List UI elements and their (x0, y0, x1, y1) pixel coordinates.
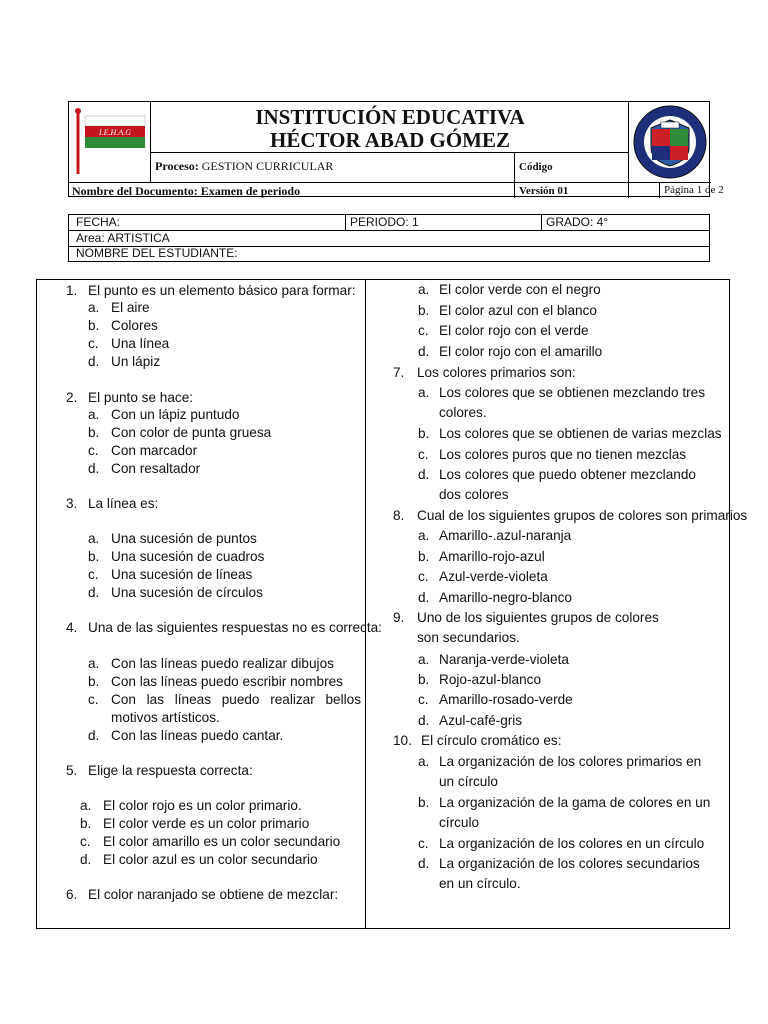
option-letter: c. (418, 692, 429, 707)
question-text: Cual de los siguientes grupos de colores son primarios (417, 508, 748, 523)
question-text: El punto se hace: (88, 390, 194, 405)
option-letter: c. (88, 567, 99, 582)
option-text[interactable]: El color verde es un color primario (103, 816, 310, 831)
right-column (366, 280, 748, 928)
option-letter: d. (418, 713, 430, 728)
option-text[interactable]: Amarillo-negro-blanco (439, 590, 572, 605)
option-text[interactable]: Amarillo-rojo-azul (439, 549, 545, 564)
option-text[interactable]: Una sucesión de puntos (111, 531, 257, 546)
question-text: Los colores primarios son: (417, 365, 576, 380)
option-letter: b. (418, 426, 430, 441)
option-letter: a. (418, 754, 430, 769)
option-letter: a. (80, 798, 92, 813)
option-text[interactable]: Una sucesión de líneas (111, 567, 253, 582)
question-text: Uno de los siguientes grupos de colores son secundarios. (417, 610, 659, 645)
option-letter: d. (88, 354, 100, 369)
option-text[interactable]: Con un lápiz puntudo (111, 407, 240, 422)
option-letter: b. (88, 318, 100, 333)
option-letter: d. (418, 856, 430, 871)
option-text[interactable]: Una sucesión de cuadros (111, 549, 265, 564)
option-letter: d. (88, 461, 100, 476)
question-text: El punto es un elemento básico para formar: (88, 283, 356, 298)
question-text: La línea es: (88, 496, 159, 511)
question-text: Una de las siguientes respuestas no es correcta: (88, 620, 382, 635)
option-letter: c. (88, 336, 99, 351)
question-number: 10. (393, 733, 412, 748)
option-text[interactable]: Rojo-azul-blanco (439, 672, 542, 687)
option-text[interactable]: Colores (111, 318, 158, 333)
proceso-label: Proceso: (155, 159, 199, 173)
option-letter: a. (88, 407, 100, 422)
option-text[interactable]: Amarillo-rosado-verde (439, 692, 573, 707)
question-number: 2. (66, 390, 78, 405)
option-text[interactable]: El color rojo con el verde (439, 323, 589, 338)
option-text[interactable]: El color verde con el negro (439, 282, 601, 297)
question-text: El círculo cromático es: (421, 733, 562, 748)
option-letter: a. (418, 385, 430, 400)
student-name-field[interactable]: NOMBRE DEL ESTUDIANTE: (76, 246, 238, 260)
institution-title-line2: HÉCTOR ABAD GÓMEZ (270, 128, 510, 152)
option-letter: c. (88, 692, 99, 707)
option-text[interactable]: Con resaltador (111, 461, 201, 476)
question-number: 7. (393, 365, 405, 380)
option-text[interactable]: Los colores puros que no tienen mezclas (439, 447, 687, 462)
proceso-value: GESTION CURRICULAR (201, 159, 334, 173)
option-letter: b. (88, 425, 100, 440)
option-text[interactable]: El color amarillo es un color secundario (103, 834, 341, 849)
document-name: Nombre del Documento: Examen de periodo (72, 184, 301, 198)
option-letter: a. (88, 656, 100, 671)
option-letter: b. (418, 549, 430, 564)
question-number: 5. (66, 763, 78, 778)
proceso-cell (155, 159, 333, 174)
option-text[interactable]: La organización de los colores primarios en un círculo (439, 754, 702, 789)
option-text[interactable]: La organización de los colores secundarios en un círculo. (439, 856, 700, 891)
option-text[interactable]: Con las líneas puedo cantar. (111, 728, 284, 743)
option-text[interactable]: El color rojo con el amarillo (439, 344, 603, 359)
option-letter: c. (418, 836, 429, 851)
question-number: 8. (393, 508, 405, 523)
area-field: Area: ARTISTICA (76, 231, 170, 245)
option-text[interactable]: Con color de punta gruesa (111, 425, 272, 440)
option-text[interactable]: El color azul con el blanco (439, 303, 597, 318)
option-letter: d. (88, 728, 100, 743)
codigo-label: Código (519, 161, 553, 173)
option-letter: d. (418, 344, 430, 359)
option-text[interactable]: Los colores que se obtienen mezclando tres colores. (439, 385, 705, 420)
option-text[interactable]: Azul-café-gris (439, 713, 523, 728)
option-letter: d. (88, 585, 100, 600)
school-seal-logo (631, 104, 709, 180)
option-letter: a. (418, 652, 430, 667)
option-letter: b. (80, 816, 92, 831)
periodo-field: PERIODO: 1 (350, 215, 419, 229)
option-letter: c. (418, 569, 429, 584)
document-header (68, 101, 724, 198)
option-text[interactable]: El aire (111, 300, 150, 315)
option-letter: c. (418, 447, 429, 462)
question-number: 3. (66, 496, 78, 511)
option-letter: c. (80, 834, 91, 849)
option-letter: d. (418, 467, 430, 482)
option-text[interactable]: Una sucesión de círculos (111, 585, 263, 600)
question-number: 9. (393, 610, 405, 625)
option-letter: a. (88, 531, 100, 546)
school-flag-logo (73, 106, 147, 176)
fecha-field[interactable]: FECHA: (76, 215, 121, 229)
option-text[interactable]: Un lápiz (111, 354, 161, 369)
option-letter: c. (88, 443, 99, 458)
question-text: Elige la respuesta correcta: (88, 763, 253, 778)
option-letter: a. (88, 300, 100, 315)
option-text[interactable]: Una línea (111, 336, 170, 351)
option-letter: a. (418, 282, 430, 297)
question-number: 1. (66, 283, 78, 298)
option-letter: d. (80, 852, 92, 867)
option-text[interactable]: La organización de los colores en un círculo (439, 836, 705, 851)
question-number: 6. (66, 887, 78, 902)
page-number: Página 1 de 2 (664, 184, 724, 196)
flag-logo-text: I.E.H.A.G (99, 128, 131, 137)
option-text[interactable]: Amarillo-.azul-naranja (439, 528, 572, 543)
question-number: 4. (66, 620, 78, 635)
option-text[interactable]: La organización de la gama de colores en un círculo (439, 795, 711, 830)
option-text[interactable]: Con las líneas puedo realizar bellos motivos artísticos. (111, 692, 361, 725)
student-info-table (68, 214, 710, 262)
option-text[interactable]: Los colores que puedo obtener mezclando dos colores (439, 467, 696, 502)
option-letter: b. (418, 672, 430, 687)
option-letter: a. (418, 528, 430, 543)
option-text[interactable]: Los colores que se obtienen de varias mezclas (439, 426, 722, 441)
option-text[interactable]: El color azul es un color secundario (103, 852, 318, 867)
option-text[interactable]: Naranja-verde-violeta (439, 652, 569, 667)
left-column (37, 280, 382, 928)
option-letter: b. (418, 795, 430, 810)
version-label: Versión 01 (519, 185, 569, 197)
option-text[interactable]: Con marcador (111, 443, 198, 458)
option-letter: b. (88, 674, 100, 689)
option-text[interactable]: Con las líneas puedo escribir nombres (111, 674, 343, 689)
option-letter: c. (418, 323, 429, 338)
option-letter: b. (88, 549, 100, 564)
question-text: El color naranjado se obtiene de mezclar: (88, 887, 339, 902)
grado-field: GRADO: 4° (546, 215, 609, 229)
option-text[interactable]: El color rojo es un color primario. (103, 798, 302, 813)
option-text[interactable]: Azul-verde-violeta (439, 569, 548, 584)
option-letter: b. (418, 303, 430, 318)
institution-title-line1: INSTITUCIÓN EDUCATIVA (255, 105, 525, 129)
option-letter: d. (418, 590, 430, 605)
exam-questions-box (36, 279, 748, 929)
option-text[interactable]: Con las líneas puedo realizar dibujos (111, 656, 334, 671)
